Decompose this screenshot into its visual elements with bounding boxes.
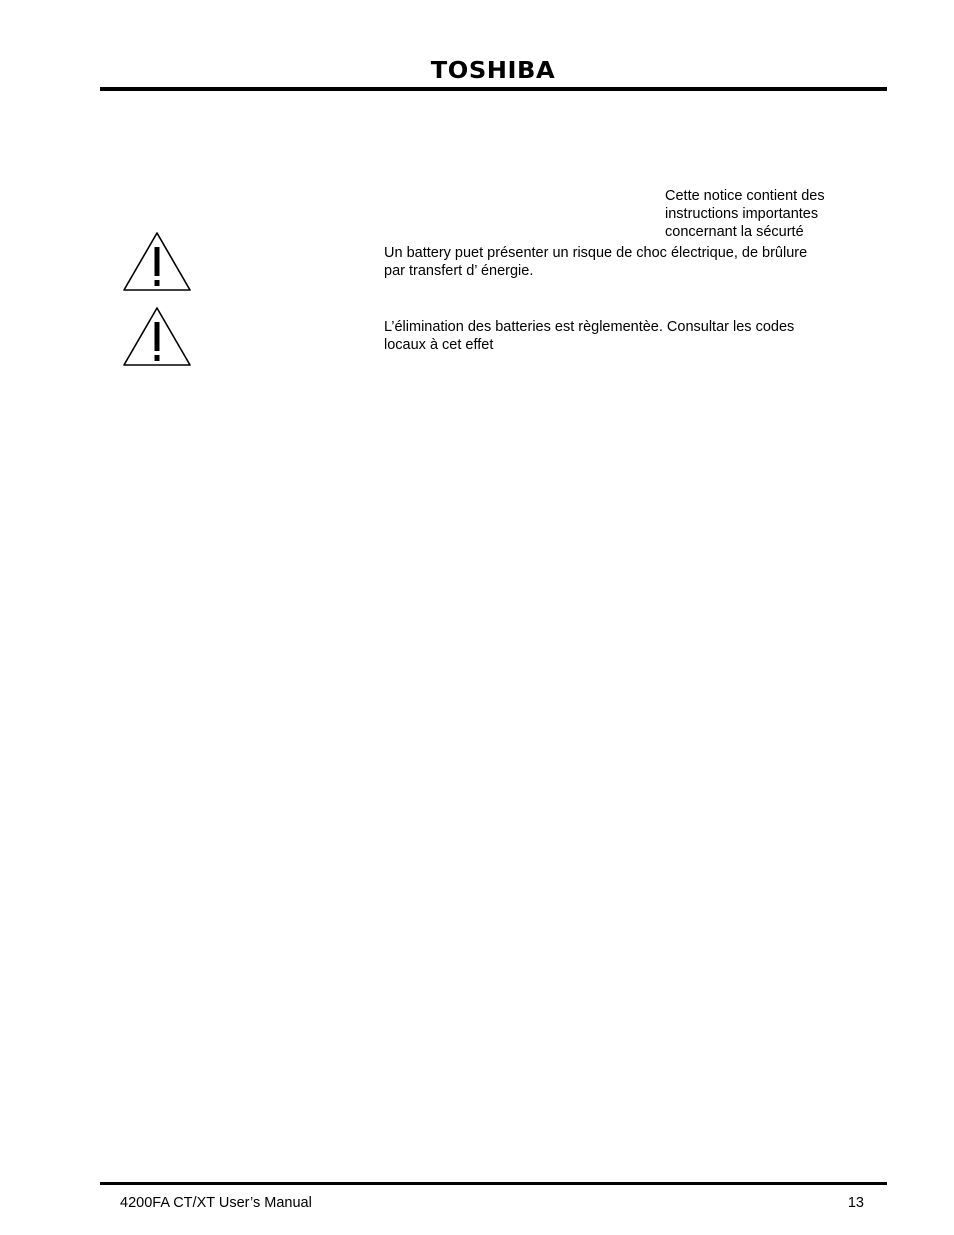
page-number: 13	[847, 1195, 864, 1211]
safety-notice	[665, 187, 875, 241]
notice-line: Cette notice contient des	[665, 188, 825, 204]
toshiba-logo: TOSHIBA	[430, 58, 556, 84]
warning-line: L’élimination des batteries est règlementèe. Consultar les codes	[384, 319, 795, 335]
warning-line: par transfert d’ énergie.	[384, 263, 534, 279]
warning-triangle-icon	[122, 306, 192, 368]
battery-shock-warning	[384, 244, 864, 280]
header-rule	[100, 87, 887, 91]
notice-line: concernant la sécurté	[665, 224, 804, 240]
battery-disposal-warning	[384, 318, 864, 354]
footer-manual-title: 4200FA CT/XT User’s Manual	[120, 1195, 312, 1211]
warning-line: Un battery puet présenter un risque de choc électrique, de brûlure	[384, 245, 808, 261]
footer-rule	[100, 1182, 887, 1185]
warning-triangle-icon	[122, 231, 192, 293]
warning-line: locaux à cet effet	[384, 337, 494, 353]
notice-line: instructions importantes	[665, 206, 819, 222]
